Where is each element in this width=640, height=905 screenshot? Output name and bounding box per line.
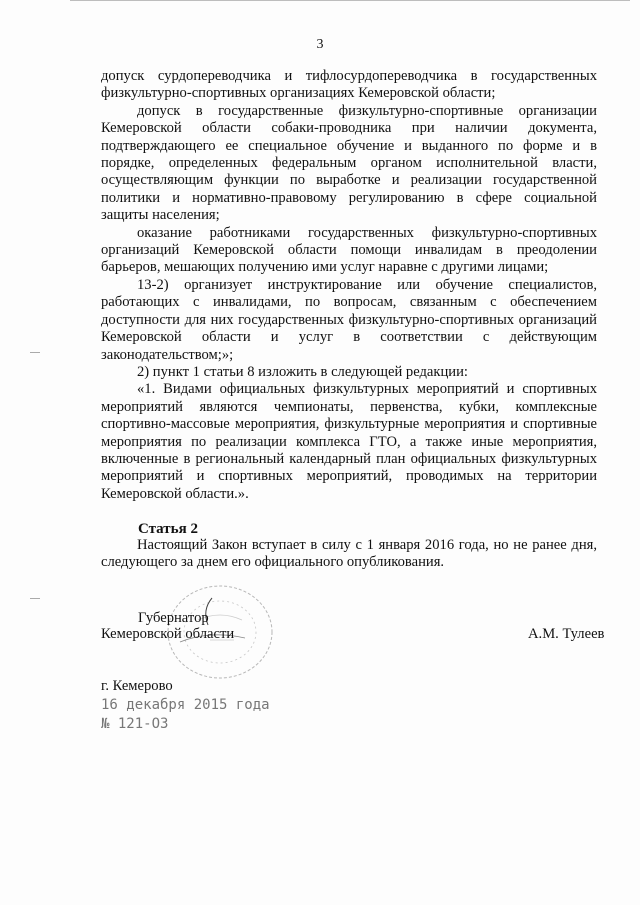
signer-position-line2: Кемеровской области [101, 626, 235, 642]
margin-mark [30, 352, 40, 353]
document-paragraph: 2) пункт 1 статьи 8 изложить в следующей редакции: [137, 363, 468, 380]
signer-position-line1: Губернатор [138, 610, 209, 626]
document-body [101, 68, 597, 503]
registration-number-stamp: № 121-ОЗ [101, 716, 169, 732]
document-paragraph: оказание работниками государственных физкультурно-спортивных организаций Кемеровской области помощи инвалидам в преодолении барьеров, мешающих получению ими услуг наравне с другими лицами; [101, 224, 597, 276]
place-of-signing: г. Кемерово [101, 678, 173, 694]
document-paragraph: допуск сурдопереводчика и тифлосурдопереводчика в государственных физкультурно-спортивных организациях Кемеровской области; [101, 68, 597, 102]
margin-mark [30, 598, 40, 599]
article-body [101, 537, 597, 572]
document-paragraph: допуск в государственные физкультурно-спортивные организации Кемеровской области собаки-проводника при наличии документа, подтверждающего ее специальное обучение и выданного по форме и в порядке, определенных федеральным органом исполнительной власти, осуществляющим функции по выработке и реализации государственной политики и нормативно-правовому регулированию в сфере социальной защиты населения; [101, 102, 597, 224]
page-number: 3 [316, 37, 324, 52]
document-paragraph: 13-2) организует инструктирование или обучение специалистов, работающих с инвалидами, по вопросам, связанным с обеспечением доступности для них государственных физкультурно-спортивных организаций Кемеровской области и услуг в соответствии с действующим законодательством;»; [101, 276, 597, 363]
registration-date-stamp: 16 декабря 2015 года [101, 697, 270, 713]
document-paragraph: «1. Видами официальных физкультурных мероприятий и спортивных мероприятий являются чемпионаты, первенства, кубки, комплексные спортивно-массовые мероприятия, физкультурные мероприятия и спортивные мероприятия по реализации комплекса ГТО, а также иные мероприятия, включенные в региональный календарный план официальных физкультурных мероприятий и спортивных мероприятий, проводимых на территории Кемеровской области.». [101, 381, 597, 502]
article-title: Статья 2 [138, 521, 198, 537]
signer-name: А.М. Тулеев [528, 626, 605, 642]
page-top-border [70, 0, 630, 1]
article-paragraph: Настоящий Закон вступает в силу с 1 января 2016 года, но не ранее дня, следующего за днем его официального опубликования. [101, 537, 597, 571]
